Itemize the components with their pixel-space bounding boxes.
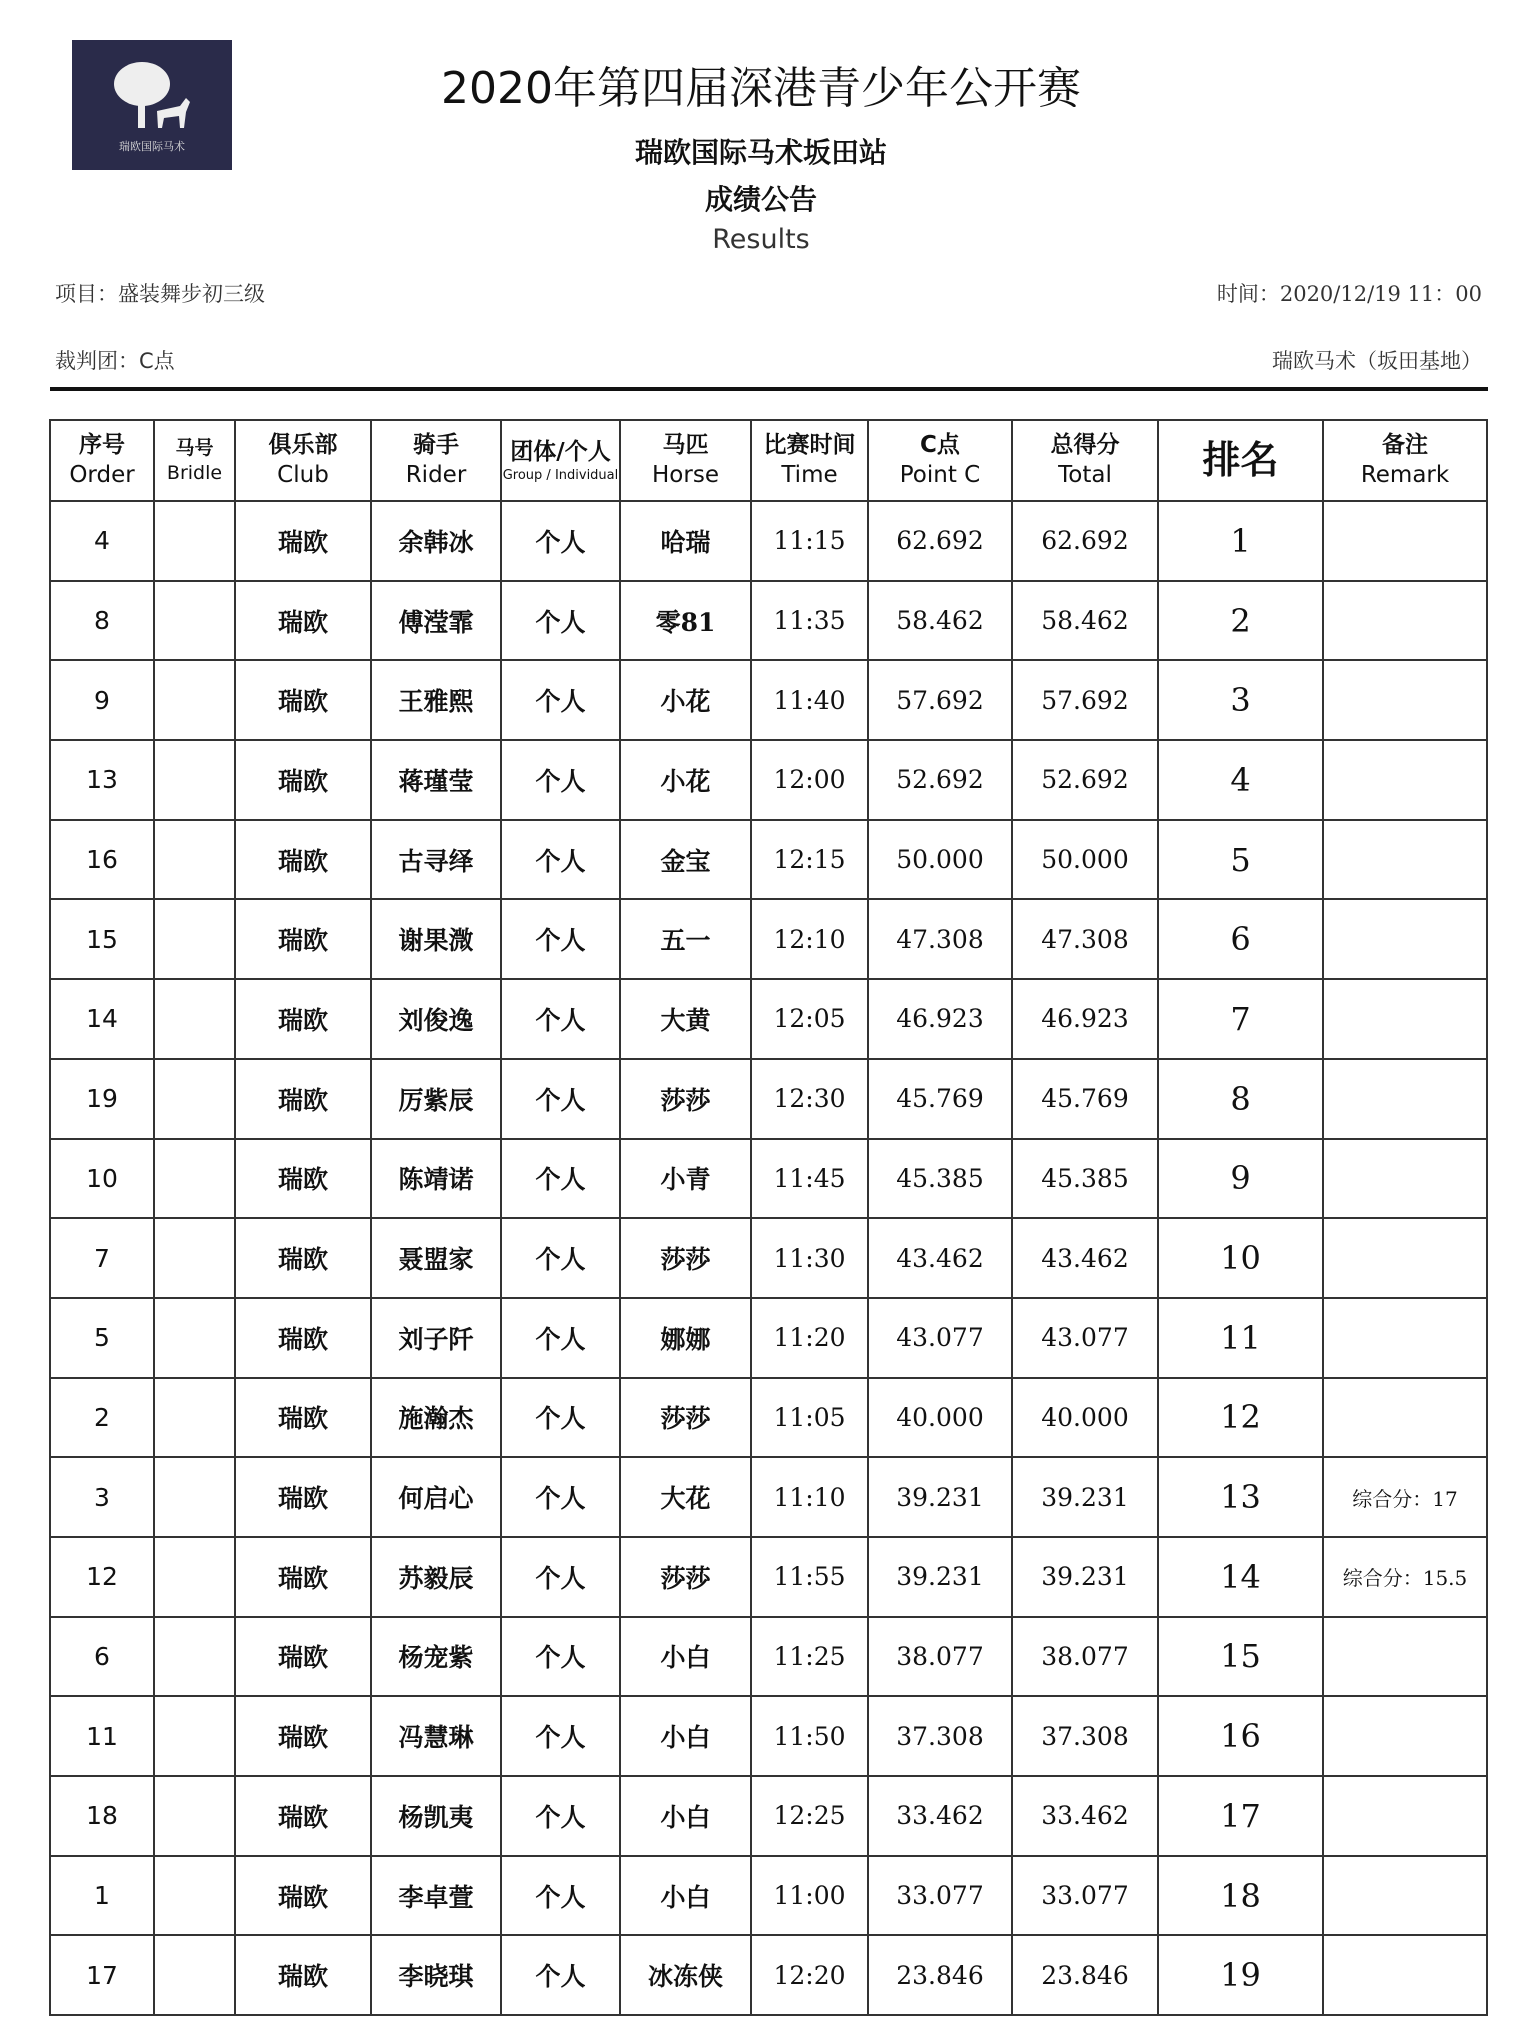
table-row [50,979,1487,1059]
venue-label: 瑞欧马术（坂田基地） [1272,349,1482,373]
header-en: Club [277,461,329,488]
cell-total: 45.385 [1012,1139,1158,1219]
table-row [50,1378,1487,1458]
cell-club: 瑞欧 [235,660,371,740]
cell-type: 个人 [501,501,620,581]
cell-type: 个人 [501,1457,620,1537]
cell-total: 50.000 [1012,820,1158,900]
column-header-total [1012,420,1158,501]
cell-rank: 19 [1158,1935,1323,2015]
header-zh: 俱乐部 [268,431,338,458]
table-row [50,740,1487,820]
cell-rank: 3 [1158,660,1323,740]
cell-horse: 莎莎 [620,1378,751,1458]
cell-total: 57.692 [1012,660,1158,740]
cell-club: 瑞欧 [235,1298,371,1378]
cell-total: 45.769 [1012,1059,1158,1139]
cell-rider: 刘子阡 [371,1298,501,1378]
cell-club: 瑞欧 [235,1617,371,1697]
cell-order: 5 [50,1298,154,1378]
header-zh: 备注 [1382,431,1428,458]
table-row [50,1696,1487,1776]
cell-point-c: 39.231 [868,1457,1012,1537]
cell-remark [1323,1856,1487,1936]
header-zh: 骑手 [413,431,459,458]
cell-rider: 古寻绎 [371,820,501,900]
cell-remark [1323,1935,1487,2015]
cell-club: 瑞欧 [235,1457,371,1537]
event-label: 项目：盛装舞步初三级 [55,282,265,306]
header-en: Point C [899,461,981,488]
cell-order: 13 [50,740,154,820]
cell-order: 14 [50,979,154,1059]
cell-horse: 冰冻侠 [620,1935,751,2015]
cell-remark [1323,979,1487,1059]
cell-club: 瑞欧 [235,501,371,581]
cell-remark [1323,581,1487,661]
cell-point-c: 62.692 [868,501,1012,581]
cell-time: 11:05 [751,1378,868,1458]
cell-time: 12:05 [751,979,868,1059]
header-zh: 团体/个人 [510,438,611,465]
table-row [50,899,1487,979]
cell-horse: 小花 [620,740,751,820]
cell-type: 个人 [501,740,620,820]
cell-rider: 余韩冰 [371,501,501,581]
cell-rank: 16 [1158,1696,1323,1776]
cell-remark [1323,1776,1487,1856]
cell-total: 47.308 [1012,899,1158,979]
cell-order: 3 [50,1457,154,1537]
cell-time: 12:10 [751,899,868,979]
cell-point-c: 52.692 [868,740,1012,820]
header-zh: 马号 [175,436,214,459]
cell-order: 10 [50,1139,154,1219]
cell-bridle [154,1298,235,1378]
cell-rider: 何启心 [371,1457,501,1537]
table-row [50,820,1487,900]
cell-rank: 11 [1158,1298,1323,1378]
cell-order: 6 [50,1617,154,1697]
cell-type: 个人 [501,1856,620,1936]
cell-horse: 小花 [620,660,751,740]
cell-bridle [154,1537,235,1617]
cell-point-c: 33.077 [868,1856,1012,1936]
cell-order: 4 [50,501,154,581]
table-row [50,1617,1487,1697]
cell-total: 33.462 [1012,1776,1158,1856]
column-header-point-c [868,420,1012,501]
cell-horse: 娜娜 [620,1298,751,1378]
cell-remark [1323,820,1487,900]
cell-time: 11:25 [751,1617,868,1697]
cell-point-c: 33.462 [868,1776,1012,1856]
cell-type: 个人 [501,820,620,900]
cell-time: 12:15 [751,820,868,900]
cell-type: 个人 [501,1537,620,1617]
cell-type: 个人 [501,1139,620,1219]
cell-bridle [154,1218,235,1298]
cell-point-c: 38.077 [868,1617,1012,1697]
cell-club: 瑞欧 [235,1139,371,1219]
table-row [50,1298,1487,1378]
cell-remark [1323,1617,1487,1697]
cell-rank: 6 [1158,899,1323,979]
cell-point-c: 40.000 [868,1378,1012,1458]
cell-time: 11:45 [751,1139,868,1219]
cell-rank: 4 [1158,740,1323,820]
cell-type: 个人 [501,979,620,1059]
cell-club: 瑞欧 [235,1776,371,1856]
cell-time: 11:40 [751,660,868,740]
cell-rider: 李晓琪 [371,1935,501,2015]
cell-type: 个人 [501,1776,620,1856]
cell-order: 16 [50,820,154,900]
table-header-row [50,420,1487,501]
cell-club: 瑞欧 [235,1537,371,1617]
cell-rank: 8 [1158,1059,1323,1139]
cell-total: 52.692 [1012,740,1158,820]
cell-rider: 蒋瑾莹 [371,740,501,820]
cell-total: 43.462 [1012,1218,1158,1298]
header-en: Remark [1360,461,1450,488]
cell-rank: 15 [1158,1617,1323,1697]
cell-time: 11:10 [751,1457,868,1537]
cell-rider: 杨凯夷 [371,1776,501,1856]
cell-time: 11:55 [751,1537,868,1617]
cell-horse: 莎莎 [620,1059,751,1139]
cell-remark [1323,1378,1487,1458]
cell-bridle [154,1139,235,1219]
cell-order: 9 [50,660,154,740]
cell-order: 1 [50,1856,154,1936]
cell-type: 个人 [501,581,620,661]
table-row [50,1776,1487,1856]
cell-total: 39.231 [1012,1457,1158,1537]
table-row [50,660,1487,740]
table-row [50,581,1487,661]
cell-time: 12:25 [751,1776,868,1856]
header-zh: 比赛时间 [763,431,856,458]
cell-rider: 施瀚杰 [371,1378,501,1458]
cell-remark [1323,899,1487,979]
cell-type: 个人 [501,660,620,740]
cell-rider: 李卓萱 [371,1856,501,1936]
cell-club: 瑞欧 [235,820,371,900]
cell-point-c: 57.692 [868,660,1012,740]
cell-point-c: 58.462 [868,581,1012,661]
cell-bridle [154,1935,235,2015]
cell-remark [1323,501,1487,581]
header-zh: 总得分 [1050,431,1120,458]
table-row [50,1537,1487,1617]
cell-total: 33.077 [1012,1856,1158,1936]
cell-type: 个人 [501,1935,620,2015]
cell-bridle [154,1378,235,1458]
header-en: Time [781,461,838,488]
cell-remark: 综合分：17 [1323,1457,1487,1537]
cell-remark [1323,1298,1487,1378]
cell-horse: 小白 [620,1776,751,1856]
header-en: Total [1058,461,1112,488]
column-header-remark [1323,420,1487,501]
cell-remark [1323,740,1487,820]
cell-order: 15 [50,899,154,979]
cell-horse: 金宝 [620,820,751,900]
cell-bridle [154,1856,235,1936]
cell-club: 瑞欧 [235,1935,371,2015]
cell-remark [1323,1139,1487,1219]
cell-rank: 14 [1158,1537,1323,1617]
cell-time: 11:30 [751,1218,868,1298]
cell-bridle [154,581,235,661]
cell-horse: 小白 [620,1856,751,1936]
header-en: Group / Individual [502,467,619,483]
cell-time: 11:00 [751,1856,868,1936]
cell-remark [1323,660,1487,740]
cell-bridle [154,899,235,979]
cell-rank: 13 [1158,1457,1323,1537]
cell-rider: 陈靖诺 [371,1139,501,1219]
table-row [50,1856,1487,1936]
cell-point-c: 39.231 [868,1537,1012,1617]
cell-horse: 小白 [620,1696,751,1776]
logo-text: 瑞欧国际马术 [119,140,185,153]
cell-point-c: 23.846 [868,1935,1012,2015]
column-header-club [235,420,371,501]
cell-horse: 大黄 [620,979,751,1059]
cell-order: 11 [50,1696,154,1776]
cell-order: 7 [50,1218,154,1298]
cell-rider: 傅滢霏 [371,581,501,661]
cell-total: 43.077 [1012,1298,1158,1378]
results-heading: Results [712,224,810,255]
cell-order: 19 [50,1059,154,1139]
header-en: Bridle [166,461,223,484]
cell-rider: 厉紫辰 [371,1059,501,1139]
column-header-bridle [154,420,235,501]
cell-rank: 17 [1158,1776,1323,1856]
cell-time: 11:20 [751,1298,868,1378]
cell-point-c: 37.308 [868,1696,1012,1776]
cell-club: 瑞欧 [235,899,371,979]
cell-rider: 杨宠紫 [371,1617,501,1697]
cell-total: 46.923 [1012,979,1158,1059]
cell-bridle [154,740,235,820]
cell-remark [1323,1218,1487,1298]
table-row [50,1935,1487,2015]
cell-type: 个人 [501,1218,620,1298]
cell-type: 个人 [501,1696,620,1776]
cell-rider: 谢果溦 [371,899,501,979]
cell-horse: 小青 [620,1139,751,1219]
judges-label: 裁判团：C点 [55,349,175,373]
cell-horse: 莎莎 [620,1537,751,1617]
cell-remark [1323,1059,1487,1139]
cell-rank: 2 [1158,581,1323,661]
cell-rank: 18 [1158,1856,1323,1936]
cell-bridle [154,1696,235,1776]
cell-club: 瑞欧 [235,740,371,820]
cell-horse: 零81 [620,581,751,661]
time-label: 时间：2020/12/19 11：00 [1216,282,1482,306]
table-row [50,1457,1487,1537]
cell-point-c: 46.923 [868,979,1012,1059]
cell-order: 2 [50,1378,154,1458]
cell-order: 17 [50,1935,154,2015]
cell-type: 个人 [501,1378,620,1458]
page-subtitle: 瑞欧国际马术坂田站 [634,136,887,169]
cell-rank: 9 [1158,1139,1323,1219]
cell-type: 个人 [501,1298,620,1378]
column-header-horse [620,420,751,501]
cell-rider: 王雅熙 [371,660,501,740]
cell-rider: 聂盟家 [371,1218,501,1298]
cell-rider: 刘俊逸 [371,979,501,1059]
cell-club: 瑞欧 [235,1218,371,1298]
cell-club: 瑞欧 [235,979,371,1059]
cell-time: 11:50 [751,1696,868,1776]
table-row [50,1059,1487,1139]
cell-rank: 10 [1158,1218,1323,1298]
column-header-rider [371,420,501,501]
header-zh: 序号 [79,431,125,458]
cell-rider: 苏毅辰 [371,1537,501,1617]
cell-horse: 哈瑞 [620,501,751,581]
cell-order: 8 [50,581,154,661]
cell-total: 39.231 [1012,1537,1158,1617]
header-en: Order [69,461,135,488]
cell-rider: 冯慧琳 [371,1696,501,1776]
cell-horse: 大花 [620,1457,751,1537]
cell-time: 12:00 [751,740,868,820]
cell-club: 瑞欧 [235,1378,371,1458]
cell-rank: 7 [1158,979,1323,1059]
cell-horse: 莎莎 [620,1218,751,1298]
table-row [50,501,1487,581]
cell-bridle [154,1776,235,1856]
cell-bridle [154,501,235,581]
header-zh: 马匹 [662,431,709,458]
results-table [49,419,1488,2016]
cell-point-c: 50.000 [868,820,1012,900]
column-header-type [501,420,620,501]
cell-horse: 小白 [620,1617,751,1697]
header-divider [50,387,1488,391]
page-title: 2020年第四届深港青少年公开赛 [441,63,1081,114]
cell-total: 37.308 [1012,1696,1158,1776]
header-en: Rider [405,461,467,488]
cell-total: 23.846 [1012,1935,1158,2015]
cell-order: 18 [50,1776,154,1856]
cell-point-c: 47.308 [868,899,1012,979]
cell-bridle [154,660,235,740]
cell-bridle [154,1617,235,1697]
cell-club: 瑞欧 [235,581,371,661]
cell-bridle [154,820,235,900]
cell-club: 瑞欧 [235,1856,371,1936]
cell-rank: 5 [1158,820,1323,900]
cell-club: 瑞欧 [235,1696,371,1776]
cell-type: 个人 [501,899,620,979]
column-header-order [50,420,154,501]
cell-club: 瑞欧 [235,1059,371,1139]
cell-remark: 综合分：15.5 [1323,1537,1487,1617]
column-header-time [751,420,868,501]
cell-rank: 12 [1158,1378,1323,1458]
header-en: Horse [652,461,719,488]
table-row [50,1218,1487,1298]
cell-time: 12:30 [751,1059,868,1139]
cell-type: 个人 [501,1059,620,1139]
cell-bridle [154,979,235,1059]
cell-rank: 1 [1158,501,1323,581]
cell-horse: 五一 [620,899,751,979]
cell-total: 40.000 [1012,1378,1158,1458]
cell-time: 12:20 [751,1935,868,2015]
header-zh: 排名 [1202,437,1279,482]
table-row [50,1139,1487,1219]
column-header-rank [1158,420,1323,501]
cell-time: 11:35 [751,581,868,661]
cell-type: 个人 [501,1617,620,1697]
cell-point-c: 45.769 [868,1059,1012,1139]
cell-remark [1323,1696,1487,1776]
cell-bridle [154,1059,235,1139]
cell-total: 62.692 [1012,501,1158,581]
cell-bridle [154,1457,235,1537]
header-zh: C点 [920,431,960,458]
announcement-heading: 成绩公告 [704,183,817,216]
cell-time: 11:15 [751,501,868,581]
cell-total: 38.077 [1012,1617,1158,1697]
cell-point-c: 43.077 [868,1298,1012,1378]
cell-point-c: 45.385 [868,1139,1012,1219]
cell-point-c: 43.462 [868,1218,1012,1298]
cell-order: 12 [50,1537,154,1617]
cell-total: 58.462 [1012,581,1158,661]
